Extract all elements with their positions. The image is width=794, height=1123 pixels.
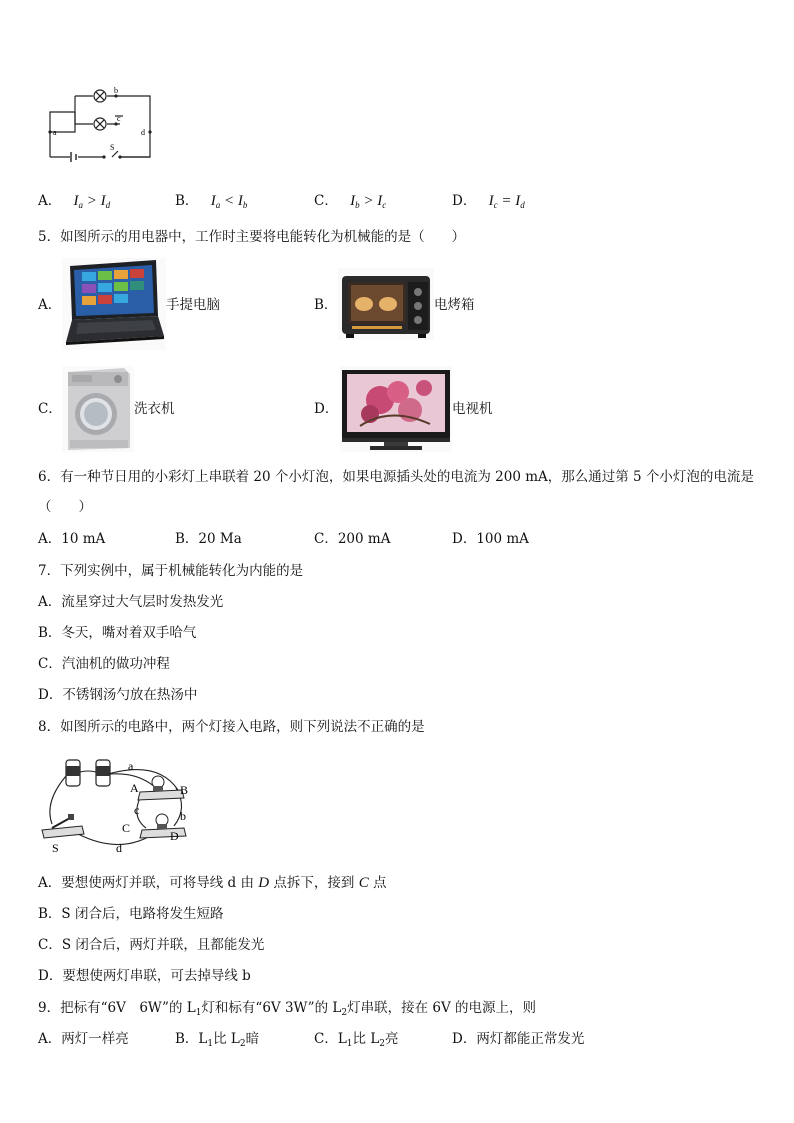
q7-option-d[interactable]: D．不锈钢汤勺放在热汤中 (38, 687, 198, 703)
q8-label-S: S (52, 841, 59, 855)
washing-machine-image (62, 366, 134, 452)
q9-stem: 9．把标有“6V 6W”的 $L_1$灯和标有“6V 3W”的 $L_2$灯串联，接在 6V 的电源上，则 (38, 1000, 536, 1018)
q8-label-C: C (122, 821, 131, 835)
q7-option-c[interactable]: C．汽油机的做功冲程 (38, 656, 170, 672)
electric-oven-image (338, 268, 434, 340)
q9-option-c[interactable]: C．$L_1$比 $L_2$亮 (314, 1031, 399, 1049)
circuit-diagram-q8 (38, 752, 198, 856)
q9-option-d[interactable]: D．两灯都能正常发光 (452, 1031, 585, 1047)
q4-option-b[interactable]: B． $I_a < I_b$ (175, 193, 248, 210)
q6-stem-line2: （ ） (38, 499, 92, 515)
q5-option-a-letter[interactable]: A． (38, 297, 62, 313)
q6-option-b[interactable]: B．20 Ma (175, 531, 242, 547)
q8-label-d: d (116, 841, 122, 855)
q8-option-c[interactable]: C．S 闭合后，两灯并联，且都能发光 (38, 937, 265, 953)
q5-option-c-label: 洗衣机 (134, 401, 175, 417)
television-image (340, 366, 452, 452)
q6-option-a[interactable]: A．10 mA (38, 531, 106, 547)
q6-stem-line1: 6．有一种节日用的小彩灯上串联着 20 个小灯泡，如果电源插头处的电流为 200 mA，那么通过第 5 个小灯泡的电流是 (38, 469, 754, 485)
q8-option-b[interactable]: B．S 闭合后，电路将发生短路 (38, 906, 224, 922)
q4-option-c[interactable]: C． $I_b > I_c$ (314, 193, 387, 210)
label-d: d (141, 128, 145, 137)
q9-option-b[interactable]: B．$L_1$比 $L_2$暗 (175, 1031, 260, 1049)
q5-option-d-label: 电视机 (452, 401, 493, 417)
laptop-image (62, 258, 166, 350)
q8-label-A: A (130, 781, 139, 795)
q6-option-d[interactable]: D．100 mA (452, 531, 529, 547)
q5-stem: 5．如图所示的用电器中，工作时主要将电能转化为机械能的是（ ） (38, 229, 466, 245)
label-b: b (114, 86, 118, 95)
q7-option-b[interactable]: B．冬天，嘴对着双手哈气 (38, 625, 197, 641)
q4-option-d[interactable]: D． $I_c = I_d$ (452, 193, 525, 210)
q5-option-c-letter[interactable]: C． (38, 401, 62, 417)
q8-label-b: b (180, 809, 186, 823)
q5-option-d-letter[interactable]: D． (314, 401, 339, 417)
q8-label-c: c (134, 803, 140, 817)
label-s: S (110, 143, 115, 152)
q5-option-a-label: 手提电脑 (166, 297, 220, 313)
q5-option-b-letter[interactable]: B． (314, 297, 338, 313)
q7-stem: 7．下列实例中，属于机械能转化为内能的是 (38, 563, 304, 579)
q7-option-a[interactable]: A．流星穿过大气层时发热发光 (38, 594, 224, 610)
q8-option-a[interactable]: A．要想使两灯并联，可将导线 d 由 D 点拆下，接到 C 点 (38, 875, 387, 891)
q8-label-D: D (170, 829, 179, 843)
q9-option-a[interactable]: A．两灯一样亮 (38, 1031, 129, 1047)
q8-option-d[interactable]: D．要想使两灯串联，可去掉导线 b (38, 968, 251, 984)
q5-option-b-label: 电烤箱 (434, 297, 475, 313)
label-a: a (53, 128, 57, 137)
label-c: c (117, 114, 121, 123)
q6-option-c[interactable]: C．200 mA (314, 531, 391, 547)
q8-label-a: a (128, 759, 134, 773)
q4-option-a[interactable]: A． $I_a > I_d$ (38, 193, 111, 210)
q8-stem: 8．如图所示的电路中，两个灯接入电路，则下列说法不正确的是 (38, 719, 425, 735)
circuit-diagram-q4 (40, 84, 160, 164)
q8-label-B: B (180, 783, 189, 797)
